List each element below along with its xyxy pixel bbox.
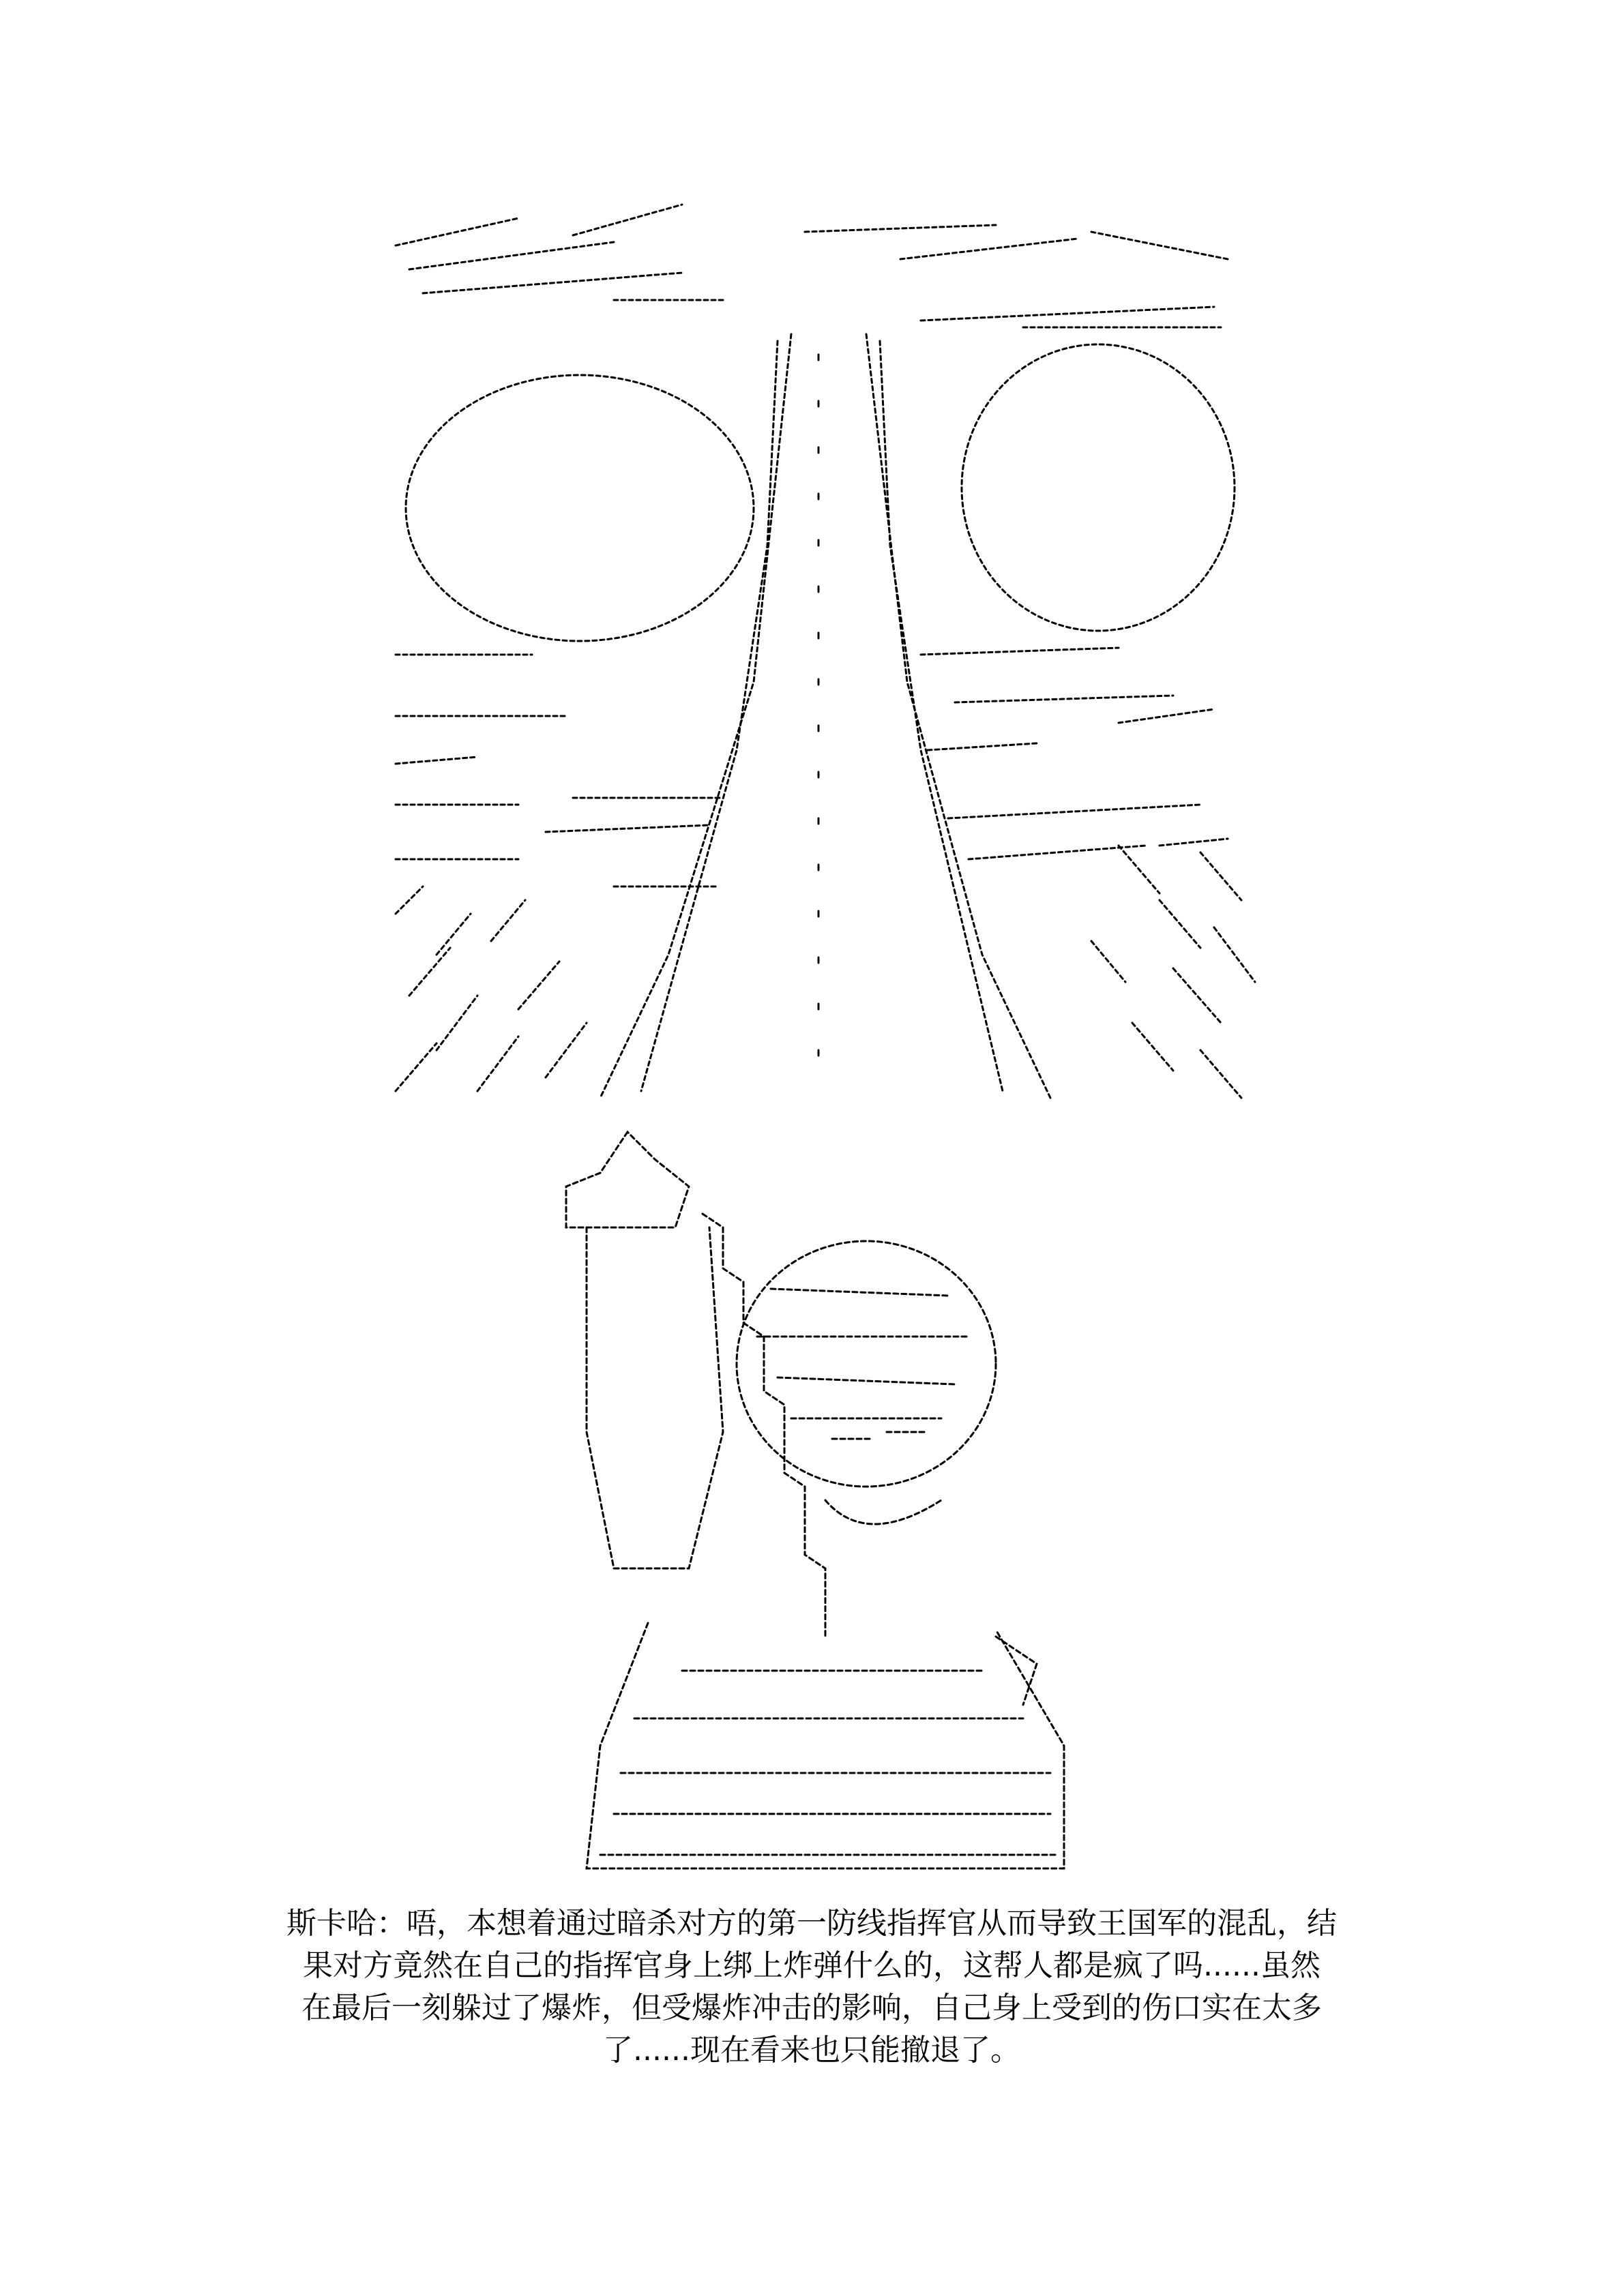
- ground-streaks-left: [396, 655, 723, 886]
- right-smoke-ellipse: [962, 344, 1235, 631]
- ground-streaks-right: [921, 648, 1228, 859]
- caption-line-2: 果对方竟然在自己的指挥官身上绑上炸弹什么的，这帮人都是疯了吗......虽然: [303, 1948, 1320, 1983]
- face-chin: [825, 1500, 941, 1524]
- horizon-streaks-left: [396, 205, 723, 300]
- arm-stair-edge: [703, 1214, 825, 1637]
- cloak-body: [587, 1623, 1064, 1868]
- hand-right: [996, 1637, 1037, 1705]
- hatch-right: [1091, 846, 1255, 1098]
- cloak-folds: [600, 1671, 1057, 1855]
- hair-strands: [757, 1289, 969, 1418]
- raised-arm-sleeve: [566, 1132, 689, 1227]
- bottom-scene-character: [566, 1132, 1064, 1868]
- caption-line-4: 了......现在看来也只能撤退了。: [603, 2033, 1020, 2068]
- top-scene-road-explosion: [396, 205, 1255, 1098]
- arm-body: [587, 1227, 723, 1568]
- caption-line-3: 在最后一刻躲过了爆炸，但受爆炸冲击的影响，自己身上受到的伤口实在太多: [301, 1991, 1322, 2025]
- road-right-edge: [880, 341, 1003, 1091]
- dialogue-caption: [225, 1903, 1398, 2072]
- road-left-edge: [641, 341, 778, 1091]
- face-eyes: [832, 1432, 928, 1439]
- hatch-left: [396, 886, 587, 1091]
- caption-line-1: 斯卡哈：唔，本想着通过暗杀对方的第一防线指挥官从而导致王国军的混乱，结: [286, 1906, 1337, 1941]
- head-hair: [737, 1241, 996, 1487]
- road-left-wall: [600, 334, 791, 1098]
- horizon-streaks-right: [805, 225, 1228, 327]
- road-right-wall: [866, 334, 1050, 1098]
- left-smoke-ellipse: [406, 375, 754, 641]
